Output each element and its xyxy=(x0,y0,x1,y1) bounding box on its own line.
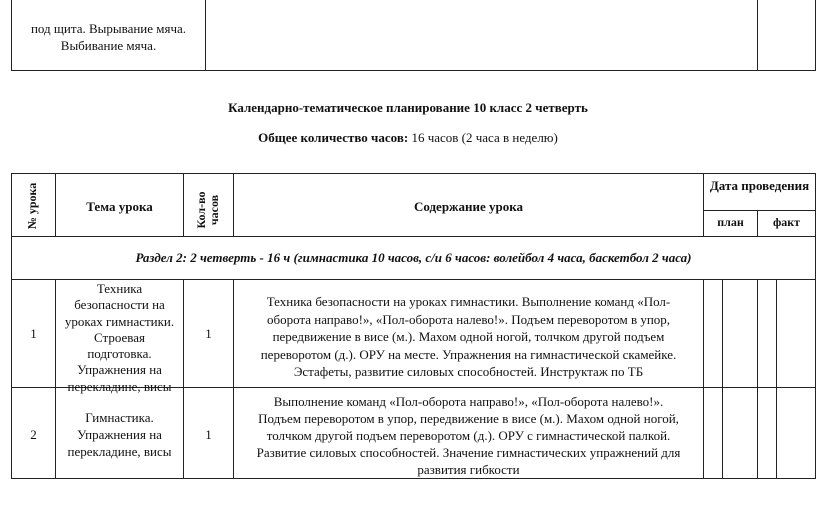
hours-value: 16 часов (2 часа в неделю) xyxy=(408,130,558,145)
row-number: 2 xyxy=(30,427,37,442)
hours-summary xyxy=(0,129,816,146)
topic-line: Техника xyxy=(96,281,143,296)
content-line: передвижение в висе (м.). Махом одной ногой, толчком другой подъем xyxy=(272,329,665,344)
content-line: развития гибкости xyxy=(417,462,520,477)
header-hours-count: Кол-во часов xyxy=(194,191,221,229)
row-topic xyxy=(56,281,183,395)
top-topic-line: под щита. Вырывание мяча. xyxy=(30,21,187,36)
header-date: Дата проведения xyxy=(709,178,810,193)
row-number: 1 xyxy=(30,326,37,341)
row-topic xyxy=(56,409,183,460)
topic-line: подготовка. xyxy=(87,346,152,362)
row-content xyxy=(234,393,703,478)
content-line: переворотом (д.). ОРУ на месте. Упражнения на гимнастической скамейке. xyxy=(260,346,677,362)
content-line: Подъем переворотом в упор, передвижение в висе (м.). Махом одной ногой, xyxy=(258,411,679,426)
row-content xyxy=(234,293,703,381)
section-title: Раздел 2: 2 четверть - 16 ч (гимнастика 10 часов, с/и 6 часов: волейбол 4 часа, баскетбол 2 часа) xyxy=(135,250,692,265)
topic-line: перекладине, висы xyxy=(67,378,172,394)
content-line: Техника безопасности на уроках гимнастики. Выполнение команд «Пол- xyxy=(266,294,671,309)
content-line: Выполнение команд «Пол-оборота направо!», «Пол-оборота налево!». xyxy=(273,394,664,409)
header-topic: Тема урока xyxy=(86,199,153,214)
content-line: Эстафеты, развитие силовых способностей. Инструктаж по ТБ xyxy=(293,364,644,379)
header-lesson-number: № урока xyxy=(25,182,39,230)
page-title: Календарно-тематическое планирование 10 класс 2 четверть xyxy=(228,100,588,115)
header-fact: факт xyxy=(772,215,801,229)
header-plan: план xyxy=(717,215,744,229)
hours-label: Общее количество часов: xyxy=(258,130,409,145)
row-hours: 1 xyxy=(205,326,212,341)
topic-line: перекладине, висы xyxy=(67,444,172,459)
content-line: толчком другой подъем переворотом (д.). ОРУ с гимнастической палкой. xyxy=(266,428,671,443)
header-content: Содержание урока xyxy=(413,199,524,214)
topic-line: Упражнения на xyxy=(77,362,162,378)
topic-line: Гимнастика. xyxy=(85,410,154,425)
topic-line: Строевая xyxy=(94,329,145,345)
row-hours: 1 xyxy=(205,427,212,442)
topic-line: безопасности на xyxy=(74,297,165,313)
topic-line: Упражнения на xyxy=(77,427,162,442)
content-line: Развитие силовых способностей. Значение гимнастических упражнений для xyxy=(256,445,681,460)
topic-line: уроках гимнастики. xyxy=(64,313,175,329)
content-line: оборота направо!», «Пол-оборота налево!». Подъем переворотом в упор, xyxy=(266,311,671,327)
top-topic-line: Выбивание мяча. xyxy=(60,38,157,53)
